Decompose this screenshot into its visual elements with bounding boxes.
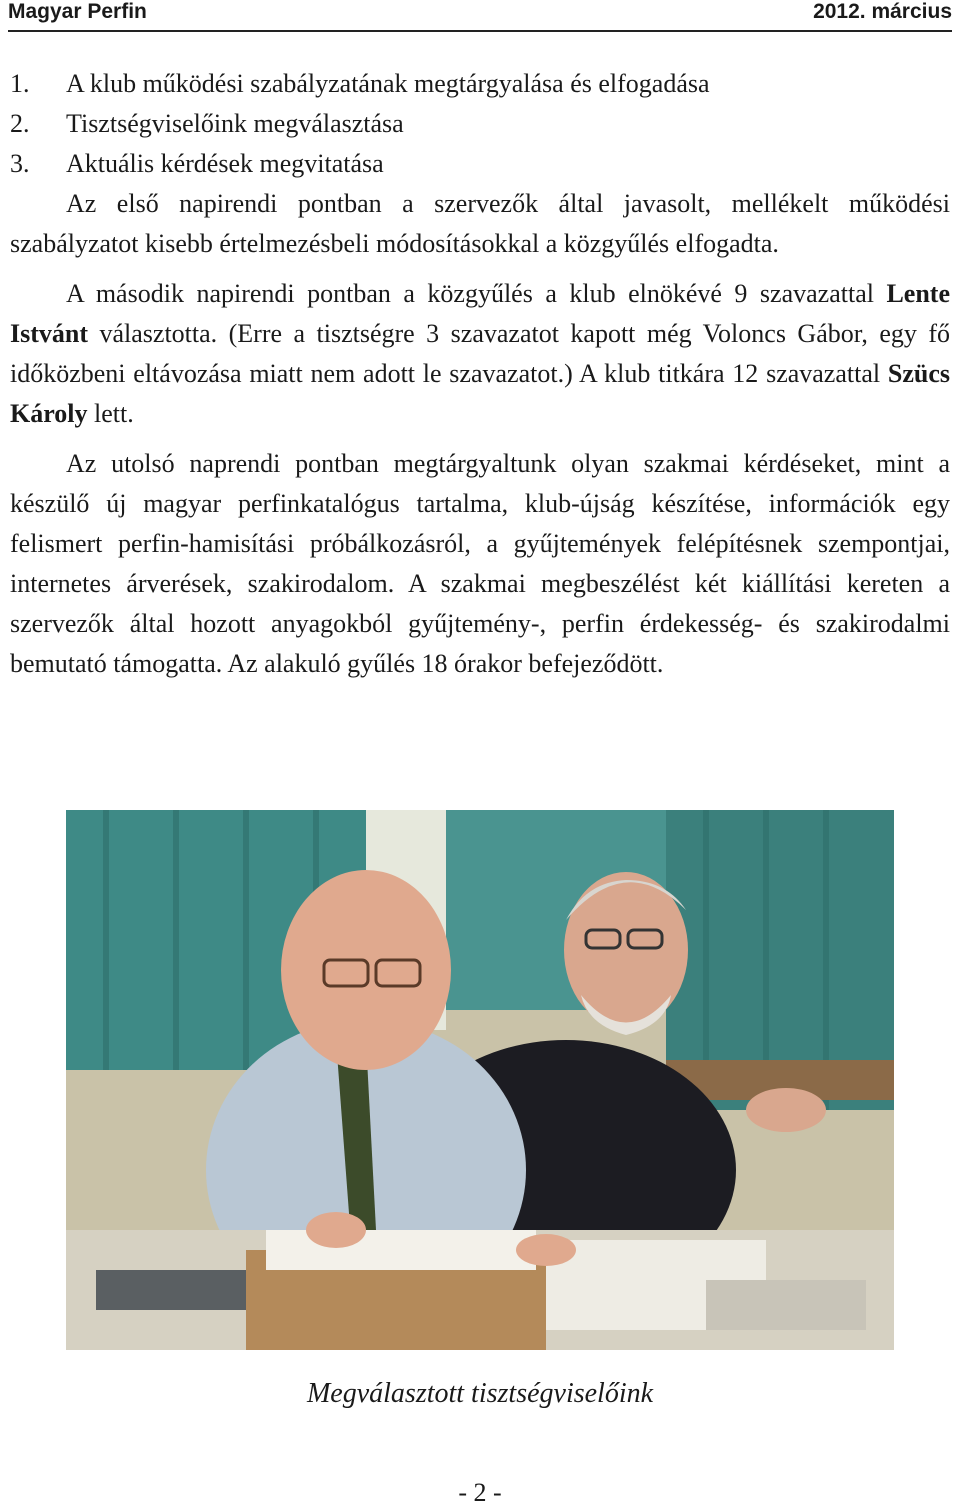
president-name: Lente Istvánt [10, 279, 950, 348]
list-item: 3. Aktuális kérdések megvitatása [10, 149, 384, 178]
paragraph-1: Az első napirendi pontban a szervezők által javasolt, mellékelt működési szabályzatot kisebb értelmezésbeli módosításokkal a közgyűlés elfogadta. [10, 189, 950, 258]
article-body [10, 64, 950, 684]
paragraph-3: Az utolsó naprendi pontban megtárgyaltunk olyan szakmai kérdéseket, mint a készülő új magyar perfinkatalógus tartalma, klub-újság készítése, információk egy felismert perfin-hamisítási próbálkozásról, a gyűjtemények felépítésnek szempontjai, internetes árverések, szakirodalom. A szakmai megbeszélést két kiállítási kereten a szervezők által hozott anyagokból gyűjtemény-, perfin érdekesség- és szakirodalmi bemutató támogatta. Az alakuló gyűlés 18 órakor befejeződött. [10, 449, 950, 678]
photo-caption: Megválasztott tisztségviselőink [306, 1378, 654, 1409]
list-item: 1. A klub működési szabályzatának megtárgyalása és elfogadása [10, 69, 710, 98]
page-number: - 2 - [458, 1478, 502, 1507]
meeting-photo-illustration [66, 810, 894, 1350]
page-header [8, 0, 952, 32]
secretary-name: Szücs Károly [10, 359, 950, 428]
list-item: 2. Tisztségviselőink megválasztása [10, 109, 404, 138]
publication-title: Magyar Perfin [8, 0, 147, 23]
agenda-list [10, 64, 950, 184]
meeting-photo [66, 810, 894, 1350]
issue-date: 2012. március [813, 0, 952, 23]
paragraph-2: A második napirendi pontban a közgyűlés a klub elnökévé 9 szavazattal Lente Istvánt választotta. (Erre a tisztségre 3 szavazatot kapott még Voloncs Gábor, egy fő időközbeni eltávozása miatt nem adott le szavazatot.) A klub titkára 12 szavazattal Szücs Károly lett. [10, 279, 950, 428]
